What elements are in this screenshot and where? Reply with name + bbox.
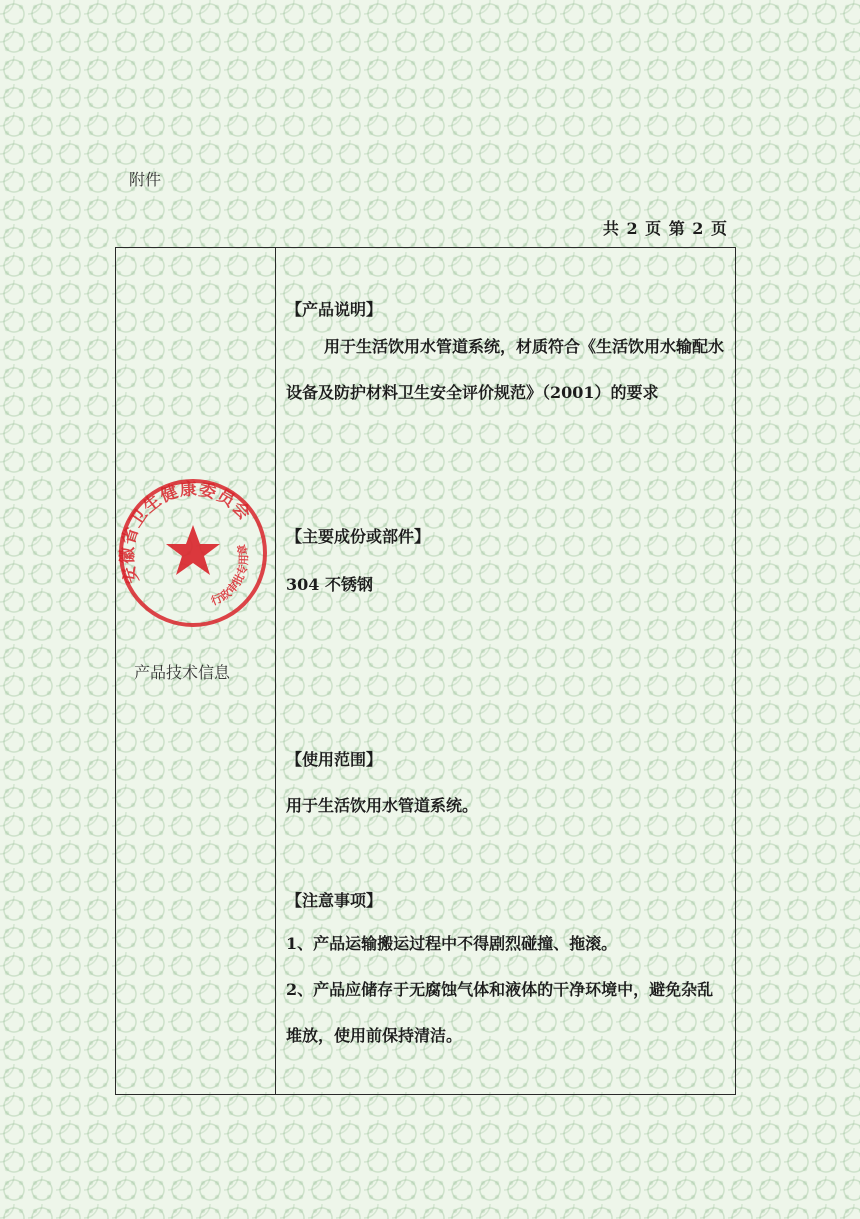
row-label-product-tech-info: 产品技术信息 [134,663,231,682]
seal-inner-text: 行政审批专用章 [209,542,251,609]
section-heading: 【注意事项】 [286,891,383,910]
product-info-table [115,247,736,1095]
section-heading: 【使用范围】 [286,750,383,769]
section-description [286,298,725,416]
attachment-label: 附件 [129,170,162,189]
description-text: 用于生活饮用水管道系统，材质符合《生活饮用水输配水设备及防护材料卫生安全评价规范》（2001）的要求 [286,337,725,402]
note-item: 1、产品运输搬运过程中不得剧烈碰撞、拖滚。 [286,934,618,953]
seal-star-icon [166,525,220,575]
svg-text:安徽省卫生健康委员会 [117,478,255,586]
section-heading: 【产品说明】 [286,300,383,319]
svg-text:行政审批专用章 [209,543,251,608]
scope-text: 用于生活饮用水管道系统。 [286,796,479,815]
column-divider [275,248,276,1094]
official-seal-stamp [117,477,269,629]
section-components [286,525,725,597]
section-scope [286,748,725,818]
note-item: 2、产品应储存于无腐蚀气体和液体的干净环境中，避免杂乱堆放，使用前保持清洁。 [286,980,714,1045]
section-notes [286,889,725,1059]
section-heading: 【主要成份或部件】 [286,527,431,546]
page-count: 共 2 页 第 2 页 [602,219,728,238]
components-text: 304 不锈钢 [286,575,373,594]
seal-outer-text: 安徽省卫生健康委员会 [117,479,255,586]
